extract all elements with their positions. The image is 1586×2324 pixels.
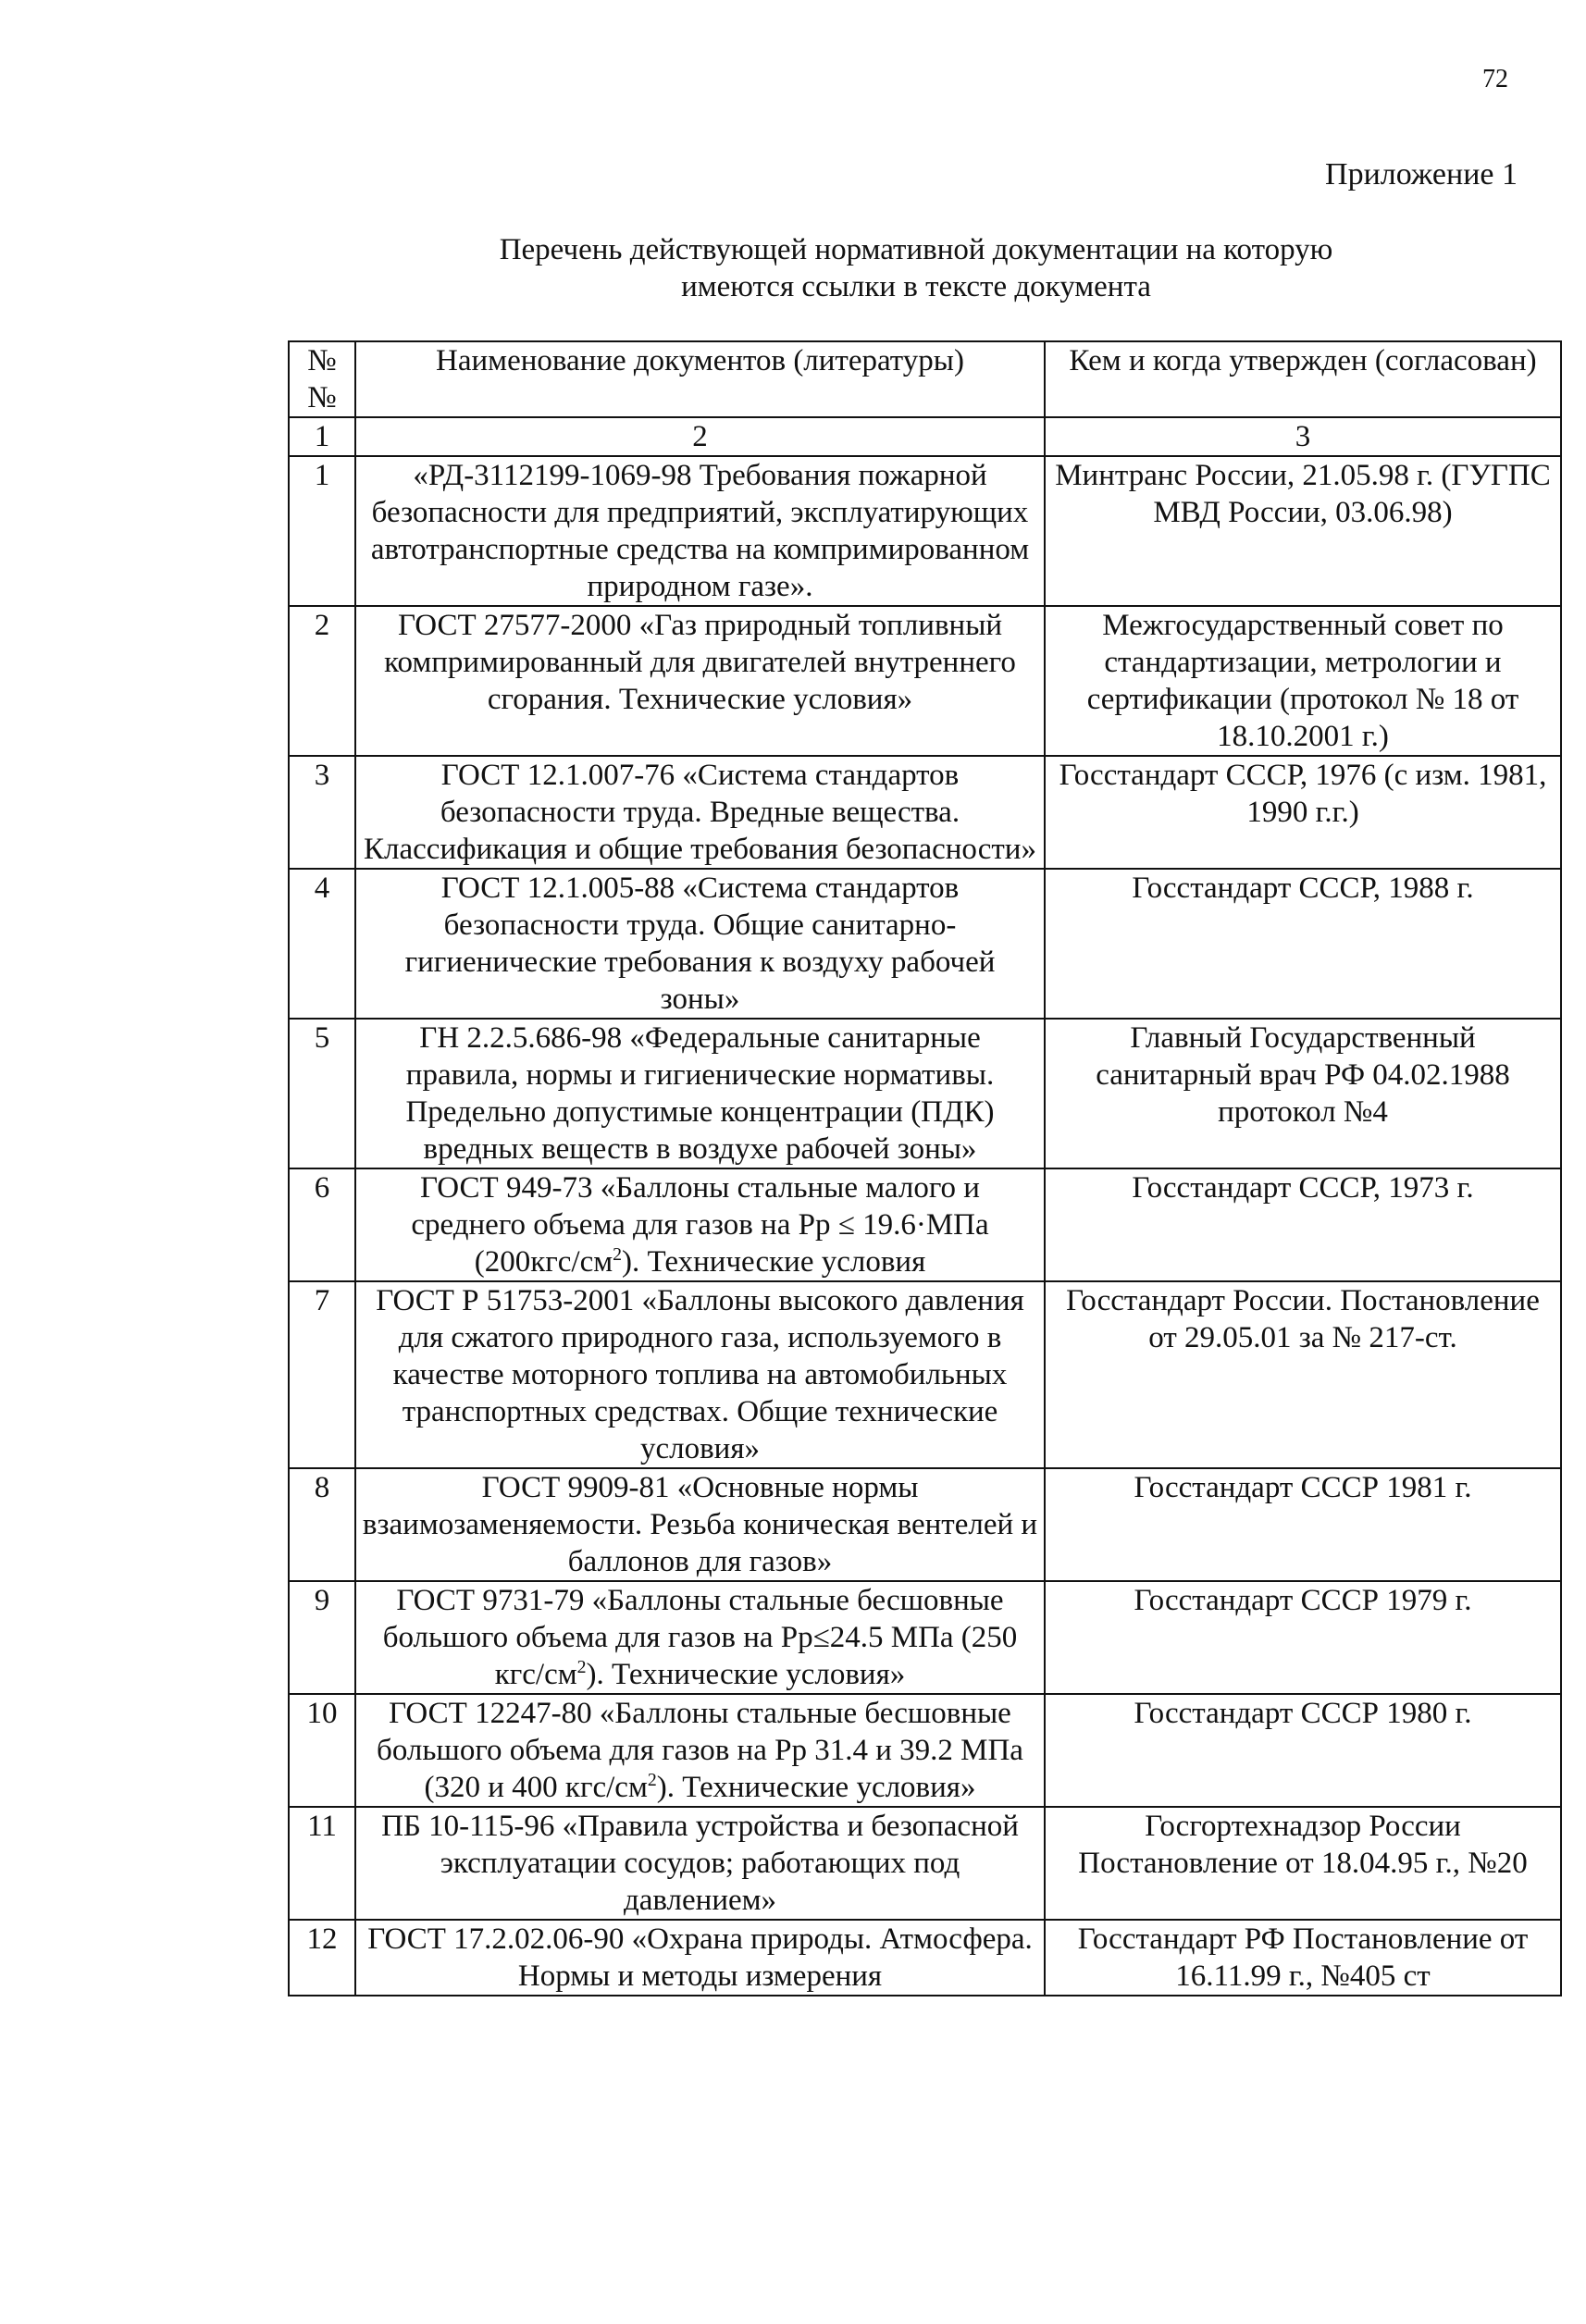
document-name: ГОСТ 9909-81 «Основные нормы взаимозаменяемости. Резьба коническая вентелей и баллонов для газов» xyxy=(355,1468,1045,1581)
row-number: 1 xyxy=(289,456,355,606)
table-row xyxy=(289,606,1561,756)
row-number: 9 xyxy=(289,1581,355,1694)
document-name: ГОСТ 17.2.02.06-90 «Охрана природы. Атмосфера. Нормы и методы измерения xyxy=(355,1920,1045,1996)
approved-by: Межгосударственный совет по стандартизации, метрологии и сертификации (протокол № 18 от 18.10.2001 г.) xyxy=(1045,606,1561,756)
document-name: ГОСТ 12.1.007-76 «Система стандартов безопасности труда. Вредные вещества. Классификация и общие требования безопасности» xyxy=(355,756,1045,869)
document-name xyxy=(355,1168,1045,1281)
table-row xyxy=(289,756,1561,869)
superscript: 2 xyxy=(613,1244,623,1265)
column-number-row xyxy=(289,417,1561,456)
approved-by: Госстандарт СССР 1980 г. xyxy=(1045,1694,1561,1807)
row-number: 4 xyxy=(289,869,355,1019)
table-row xyxy=(289,1168,1561,1281)
document-name: «РД-3112199-1069-98 Требования пожарной безопасности для предприятий, эксплуатирующих автотранспортные средства на компримированном природном газе». xyxy=(355,456,1045,606)
document-name: ГН 2.2.5.686-98 «Федеральные санитарные правила, нормы и гигиенические нормативы. Предельно допустимые концентрации (ПДК) вредных веществ в воздухе рабочей зоны» xyxy=(355,1019,1045,1168)
approved-by: Госстандарт СССР, 1973 г. xyxy=(1045,1168,1561,1281)
column-number-1: 1 xyxy=(289,417,355,456)
document-name: ГОСТ Р 51753-2001 «Баллоны высокого давления для сжатого природного газа, используемого в качестве моторного топлива на автомобильных транспортных средствах. Общие технические условия» xyxy=(355,1281,1045,1468)
approved-by: Госгортехнадзор России Постановление от 18.04.95 г., №20 xyxy=(1045,1807,1561,1920)
regulations-table xyxy=(288,340,1562,1996)
row-number: 12 xyxy=(289,1920,355,1996)
row-number: 5 xyxy=(289,1019,355,1168)
table-header-row xyxy=(289,341,1561,417)
approved-by: Главный Государственный санитарный врач РФ 04.02.1988 протокол №4 xyxy=(1045,1019,1561,1168)
approved-by: Госстандарт РФ Постановление от 16.11.99 г., №405 ст xyxy=(1045,1920,1561,1996)
header-num: №№ xyxy=(289,341,355,417)
document-name xyxy=(355,1581,1045,1694)
row-number: 11 xyxy=(289,1807,355,1920)
appendix-label: Приложение 1 xyxy=(1325,157,1518,192)
document-name-text: ГОСТ 9731-79 «Баллоны стальные бесшовные большого объема для газов на Рр≤24.5 МПа (250 кгс/см xyxy=(382,1584,1018,1691)
document-name: ГОСТ 27577-2000 «Газ природный топливный компримированный для двигателей внутреннего сгорания. Технические условия» xyxy=(355,606,1045,756)
row-number: 6 xyxy=(289,1168,355,1281)
title-line-1: Перечень действующей нормативной документации на которую xyxy=(499,233,1333,266)
document-name-text-end: ). Технические условия xyxy=(622,1245,926,1279)
document-title xyxy=(296,231,1536,305)
approved-by: Госстандарт России. Постановление от 29.05.01 за № 217-ст. xyxy=(1045,1281,1561,1468)
row-number: 8 xyxy=(289,1468,355,1581)
document-name: ПБ 10-115-96 «Правила устройства и безопасной эксплуатации сосудов; работающих под давлением» xyxy=(355,1807,1045,1920)
document-name-text: ГОСТ 12247-80 «Баллоны стальные бесшовные большого объема для газов на Рр 31.4 и 39.2 МПа (320 и 400 кгс/см xyxy=(377,1697,1023,1804)
header-document-name: Наименование документов (литературы) xyxy=(355,341,1045,417)
document-name xyxy=(355,1694,1045,1807)
table-row xyxy=(289,1920,1561,1996)
approved-by: Госстандарт СССР, 1976 (с изм. 1981, 1990 г.г.) xyxy=(1045,756,1561,869)
table-row xyxy=(289,1468,1561,1581)
table-row xyxy=(289,1581,1561,1694)
title-line-2: имеются ссылки в тексте документа xyxy=(681,270,1151,303)
table-row xyxy=(289,1281,1561,1468)
table-row xyxy=(289,1019,1561,1168)
table-row xyxy=(289,869,1561,1019)
approved-by: Минтранс России, 21.05.98 г. (ГУГПС МВД России, 03.06.98) xyxy=(1045,456,1561,606)
approved-by: Госстандарт СССР, 1988 г. xyxy=(1045,869,1561,1019)
approved-by: Госстандарт СССР 1979 г. xyxy=(1045,1581,1561,1694)
header-approved-by: Кем и когда утвержден (согласован) xyxy=(1045,341,1561,417)
document-name-text-end: ). Технические условия» xyxy=(656,1771,976,1804)
table-row xyxy=(289,1694,1561,1807)
row-number: 2 xyxy=(289,606,355,756)
column-number-3: 3 xyxy=(1045,417,1561,456)
row-number: 7 xyxy=(289,1281,355,1468)
approved-by: Госстандарт СССР 1981 г. xyxy=(1045,1468,1561,1581)
page-number: 72 xyxy=(1482,65,1508,93)
table-row xyxy=(289,456,1561,606)
superscript: 2 xyxy=(647,1770,657,1790)
column-number-2: 2 xyxy=(355,417,1045,456)
document-name: ГОСТ 12.1.005-88 «Система стандартов безопасности труда. Общие санитарно-гигиенические требования к воздуху рабочей зоны» xyxy=(355,869,1045,1019)
row-number: 3 xyxy=(289,756,355,869)
table-row xyxy=(289,1807,1561,1920)
row-number: 10 xyxy=(289,1694,355,1807)
superscript: 2 xyxy=(576,1657,587,1677)
document-name-text: ГОСТ 949-73 «Баллоны стальные малого и среднего объема для газов на Рр ≤ 19.6·МПа (200кгс/см xyxy=(411,1171,989,1279)
document-name-text-end: ). Технические условия» xyxy=(586,1658,906,1691)
